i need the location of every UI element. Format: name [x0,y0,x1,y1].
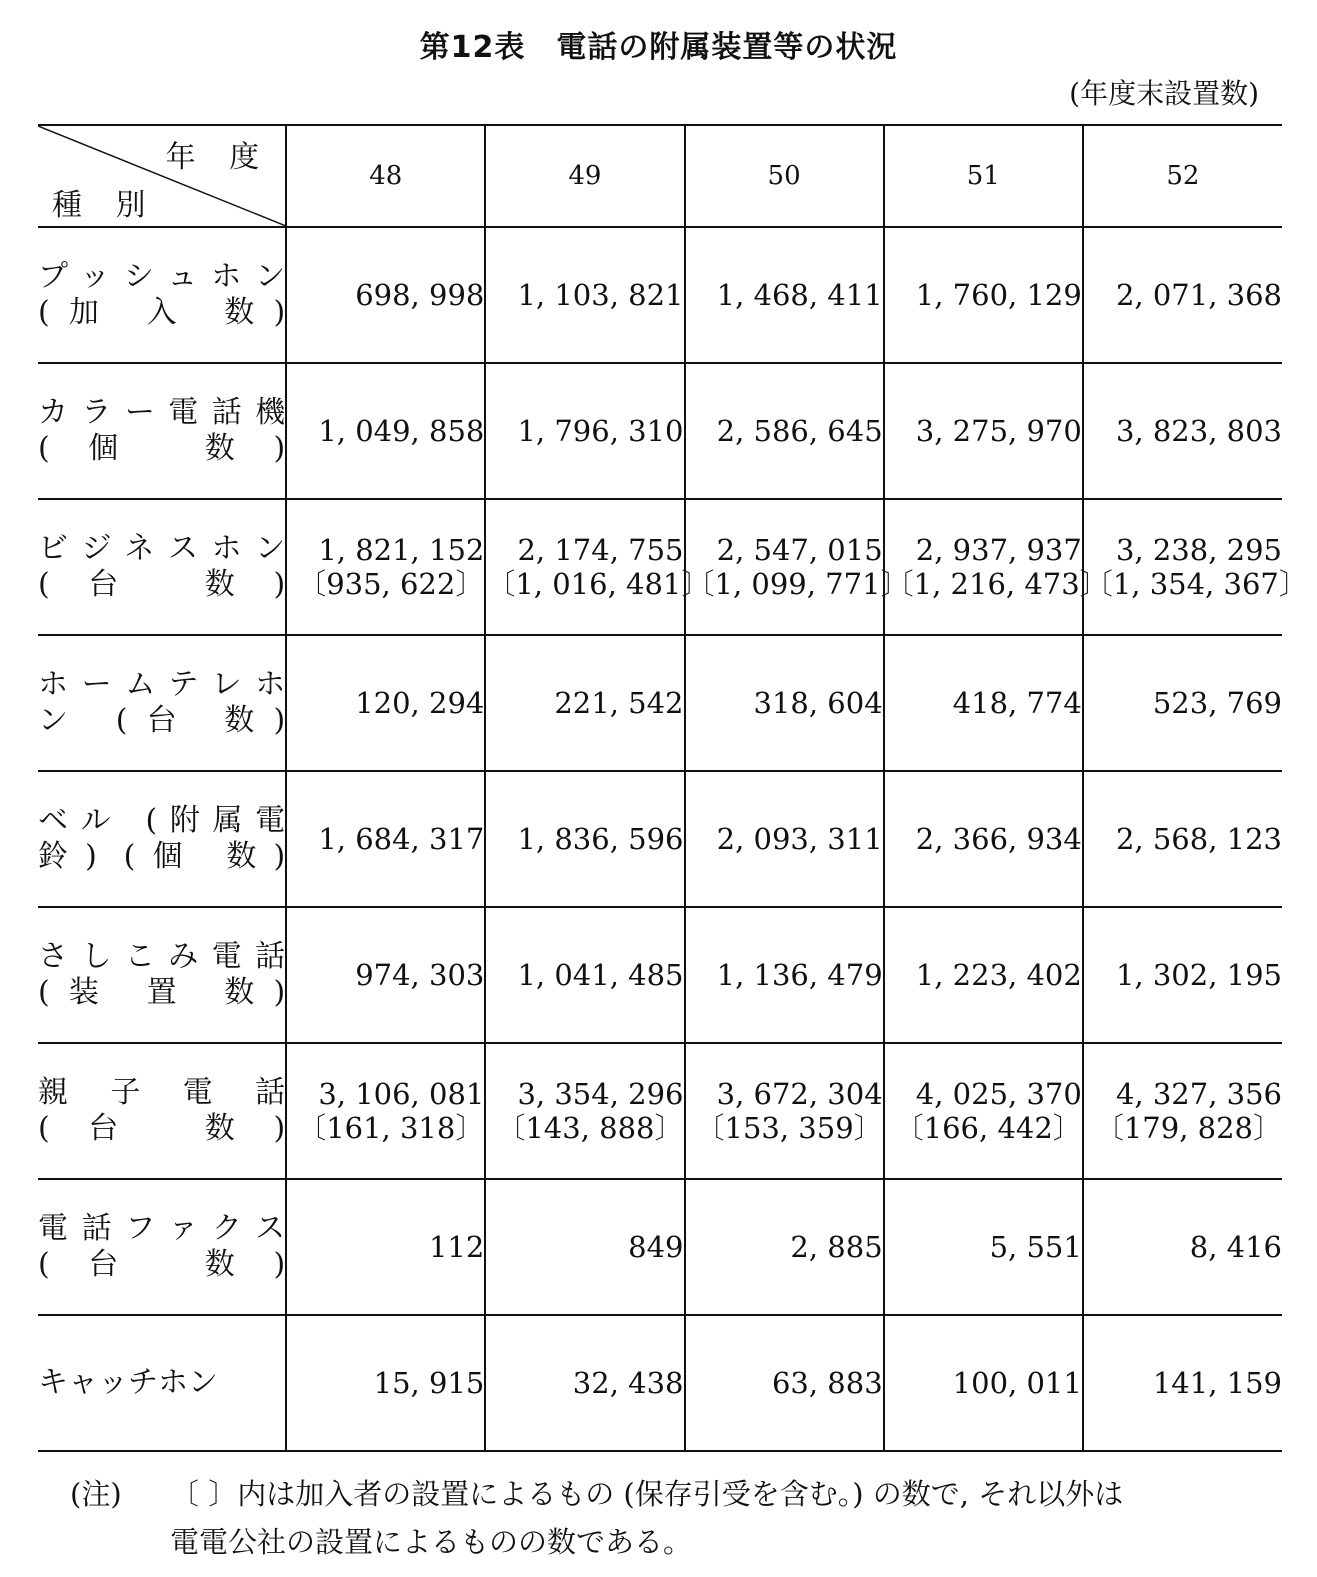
table-row [38,227,1282,363]
value-subscriber: 〔153, 359〕 [695,1111,883,1145]
row-category-cell [38,227,286,363]
value-total: 2, 568, 123 [1115,822,1282,856]
value-total: 112 [428,1230,485,1264]
category-unit: (装 置 数) [38,975,286,1010]
value-total: 1, 468, 411 [716,278,883,312]
value-cell [485,1315,684,1451]
value-cell [286,771,485,907]
value-total: 2, 071, 368 [1115,278,1282,312]
value-cell [884,363,1083,499]
category-name: ベル (附属電 [38,803,286,838]
value-total: 2, 174, 755 [517,533,684,567]
value-total: 15, 915 [373,1366,485,1400]
value-cell [884,635,1083,771]
value-total: 1, 836, 596 [517,822,684,856]
value-cell [286,363,485,499]
value-cell [1083,363,1282,499]
year-header: 50 [685,125,884,227]
table-row [38,1315,1282,1451]
value-total: 3, 823, 803 [1115,414,1282,448]
value-total: 3, 354, 296 [517,1077,684,1111]
value-total: 3, 106, 081 [318,1077,485,1111]
row-category-cell [38,1043,286,1179]
value-total: 32, 438 [572,1366,684,1400]
value-cell [1083,227,1282,363]
kind-axis-label: 種 別 [52,188,158,223]
value-cell [884,1179,1083,1315]
category-name: キャッチホン [38,1365,218,1400]
category-unit: (個 数) [38,431,286,466]
year-axis-label: 年 度 [165,140,272,175]
value-cell [1083,499,1308,635]
value-subscriber: 〔161, 318〕 [297,1111,485,1145]
value-total: 4, 025, 370 [915,1077,1082,1111]
row-category-cell [38,1315,286,1451]
value-total: 1, 796, 310 [517,414,684,448]
value-total: 221, 542 [554,686,684,720]
category-unit: (加 入 数) [38,295,286,330]
value-total: 2, 093, 311 [716,822,883,856]
value-cell [286,1179,485,1315]
value-total: 1, 760, 129 [915,278,1082,312]
value-total: 2, 937, 937 [915,533,1082,567]
value-total: 3, 238, 295 [1115,533,1282,567]
value-total: 100, 011 [952,1366,1082,1400]
table-row [38,499,1282,635]
value-total: 1, 302, 195 [1115,958,1282,992]
header-row [38,125,1282,227]
value-cell [685,1315,884,1451]
value-cell [286,635,485,771]
value-total: 974, 303 [355,958,485,992]
corner-header-cell [38,125,286,227]
value-cell [1083,771,1282,907]
value-cell [884,1315,1083,1451]
value-total: 3, 672, 304 [716,1077,883,1111]
value-cell [1083,1315,1282,1451]
row-category-cell [38,363,286,499]
row-category-cell [38,907,286,1043]
value-total: 63, 883 [771,1366,883,1400]
year-header: 52 [1083,125,1282,227]
value-subscriber: 〔179, 828〕 [1094,1111,1282,1145]
value-total: 1, 041, 485 [517,958,684,992]
value-subscriber: 〔1, 216, 473〕 [884,567,1109,601]
value-cell [286,1315,485,1451]
table-body [38,227,1308,1451]
value-subscriber: 〔1, 016, 481〕 [486,567,711,601]
table-title: 第12表 電話の附属装置等の状況 [419,30,898,65]
value-cell [685,1179,884,1315]
value-subscriber: 〔1, 099, 771〕 [685,567,910,601]
value-subscriber: 〔935, 622〕 [297,567,485,601]
data-table [38,124,1308,1452]
value-total: 1, 103, 821 [517,278,684,312]
value-cell [685,907,884,1043]
value-cell [685,771,884,907]
value-cell [286,907,485,1043]
category-name: カラー電話機 [38,395,286,430]
category-name: 電話ファクス [38,1211,286,1246]
category-unit: ン (台 数) [38,703,286,738]
value-cell [884,771,1083,907]
value-cell [485,1043,684,1179]
unit-label: (年度末設置数) [1069,77,1259,110]
value-cell [286,499,485,635]
value-total: 5, 551 [989,1230,1082,1264]
value-cell [485,771,684,907]
category-name: 親 子 電 話 [38,1075,286,1110]
footnote [70,1470,1285,1566]
category-name: ホームテレホ [38,667,286,702]
value-total: 8, 416 [1189,1230,1282,1264]
value-cell [685,499,910,635]
footnote-line-2: 電電公社の設置によるものの数である。 [170,1525,693,1559]
category-unit: (台 数) [38,1247,286,1282]
value-cell [1083,907,1282,1043]
value-cell [685,227,884,363]
value-cell [884,499,1109,635]
year-header: 48 [286,125,485,227]
row-category-cell [38,499,286,635]
value-total: 2, 547, 015 [716,533,883,567]
category-name: プッシュホン [38,259,286,294]
value-cell [685,363,884,499]
category-unit: 鈴) (個 数) [38,839,286,874]
row-category-cell [38,1179,286,1315]
category-name: ビジネスホン [38,531,286,566]
value-total: 1, 821, 152 [318,533,485,567]
value-total: 2, 366, 934 [915,822,1082,856]
year-header: 49 [485,125,684,227]
value-total: 1, 136, 479 [716,958,883,992]
table-row [38,907,1282,1043]
value-cell [485,499,711,635]
value-subscriber: 〔143, 888〕 [496,1111,684,1145]
value-cell [1083,635,1282,771]
value-cell [685,1043,884,1179]
table-row [38,1179,1282,1315]
value-total: 120, 294 [355,686,485,720]
footnote-label: (注) [70,1477,122,1511]
footnote-line-1: 〔 〕内は加入者の設置によるもの (保存引受を含む。) の数で, それ以外は [170,1477,1124,1511]
value-cell [1083,1179,1282,1315]
row-category-cell [38,635,286,771]
value-total: 3, 275, 970 [915,414,1082,448]
value-total: 4, 327, 356 [1115,1077,1282,1111]
table-row [38,771,1282,907]
value-subscriber: 〔166, 442〕 [894,1111,1082,1145]
value-cell [884,907,1083,1043]
value-total: 1, 223, 402 [915,958,1082,992]
value-subscriber: 〔1, 354, 367〕 [1083,567,1308,601]
value-cell [884,1043,1083,1179]
value-cell [485,363,684,499]
value-total: 318, 604 [753,686,883,720]
table-row [38,1043,1282,1179]
table-row [38,363,1282,499]
value-cell [485,227,684,363]
value-cell [485,1179,684,1315]
value-total: 698, 998 [355,278,485,312]
value-cell [485,635,684,771]
value-total: 418, 774 [952,686,1082,720]
category-unit: (台 数) [38,1111,286,1146]
value-total: 1, 684, 317 [318,822,485,856]
value-cell [286,1043,485,1179]
value-total: 1, 049, 858 [318,414,485,448]
value-cell [485,907,684,1043]
value-cell [1083,1043,1282,1179]
value-cell [884,227,1083,363]
table-row [38,635,1282,771]
year-header: 51 [884,125,1083,227]
category-name: さしこみ電話 [38,939,286,974]
value-total: 2, 586, 645 [716,414,883,448]
row-category-cell [38,771,286,907]
value-cell [286,227,485,363]
value-cell [685,635,884,771]
value-total: 141, 159 [1152,1366,1282,1400]
category-unit: (台 数) [38,567,286,602]
value-total: 849 [628,1230,684,1264]
value-total: 2, 885 [790,1230,883,1264]
value-total: 523, 769 [1152,686,1282,720]
